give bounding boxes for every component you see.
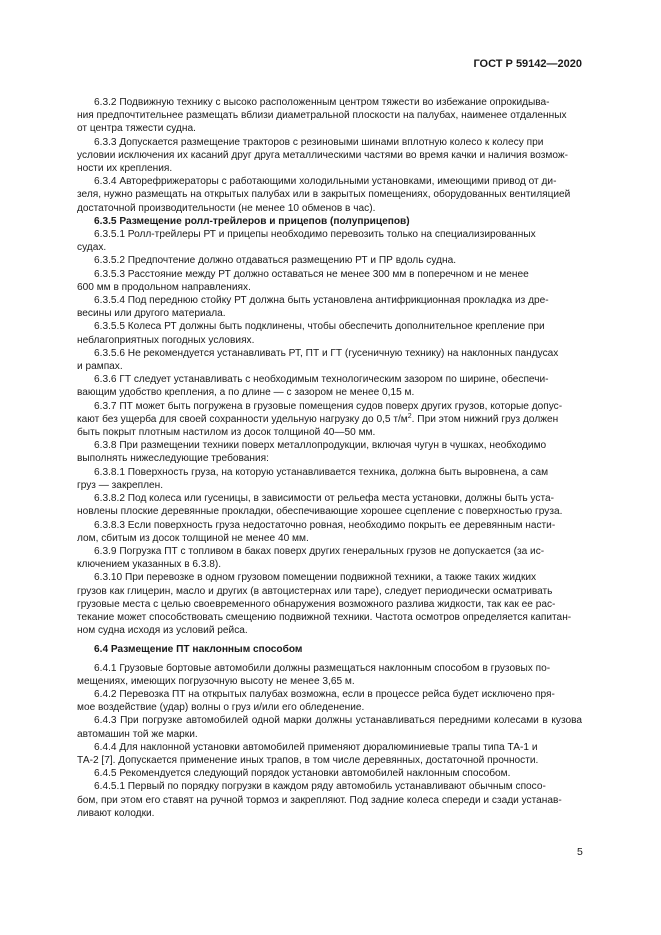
heading-6-4: 6.4 Размещение ПТ наклонным способом bbox=[94, 644, 303, 656]
paragraph-6-4-5-1: 6.4.5.1 Первый по порядку погрузки в каждом ряду автомобиль устанавливают обычным спосо- бом, при этом его ставят на ручной тормоз и закрепляют. Под задние колеса спереди и сзади устанав- ливают колодки. bbox=[77, 781, 562, 819]
paragraph-6-3-7: 6.3.7 ПТ может быть погружена в грузовые помещения судов поверх других грузов, которые допус- кают без ущерба для своей сохранности удельную нагрузку до 0,5 $т/м^2$. При этом нижний груз должен быть покрыт плотным настилом из досок толщиной 40—50 мм. bbox=[77, 400, 563, 439]
paragraph-6-4-5: 6.4.5 Рекомендуется следующий порядок установки автомобилей наклонным способом. bbox=[94, 768, 511, 780]
superscript-2: 2 bbox=[407, 412, 412, 420]
heading-6-3-5: 6.3.5 Размещение ролл-трейлеров и прицепов (полуприцепов) bbox=[94, 215, 410, 227]
paragraph-6-3-4: 6.3.4 Авторефрижераторы с работающими холодильными установками, имеющими привод от ди- зеля, нужно размещать на открытых палубах или в закрытых помещениях, оборудованных вентиляцией достаточной производительности (не менее 10 обменов в час). bbox=[77, 176, 571, 214]
paragraph-6-3-10: 6.3.10 При перевозке в одном грузовом помещении подвижной техники, а также таких жидких грузов как глицерин, масло и других (в автоцистернах или таре), следует периодически осматривать грузовые места с целью своевременного обнаружения возможного разлива жидкости, так как ее рас- текание может способствовать смещению подвижной техники. Частота осмотров определяется капитан- ном судна исходя из условий рейса. bbox=[77, 572, 572, 637]
paragraph-6-4-3: 6.4.3 При погрузке автомобилей одной марки должны устанавливаться передними колесами в кузова автомашин той же марки. bbox=[77, 715, 582, 740]
standard-header: ГОСТ Р 59142—2020 bbox=[473, 58, 582, 70]
page-number: 5 bbox=[577, 846, 583, 858]
paragraph-6-4-1: 6.4.1 Грузовые бортовые автомобили должны размещаться наклонным способом в грузовых по- мещениях, имеющих погрузочную высоту не менее 3,65 м. bbox=[77, 662, 551, 687]
paragraph-6-4-2: 6.4.2 Перевозка ПТ на открытых палубах возможна, если в процессе рейса будет исключено пря- мое воздействие (удар) волны о груз и/или его обледенение. bbox=[77, 688, 555, 714]
paragraph-6-3-3: 6.3.3 Допускается размещение тракторов с резиновыми шинами вплотную колесо к колесу при условии исключения их касаний друг друга металлическими частями во время качки и наличия возмож- ности их крепления. bbox=[77, 136, 569, 175]
paragraph-6-3-9: 6.3.9 Погрузка ПТ с топливом в баках поверх других генеральных грузов не допускается (за ис- ключением указанных в 6.3.8). bbox=[77, 545, 545, 571]
paragraph-6-3-5-5: 6.3.5.5 Колеса РТ должны быть подклинены, чтобы обеспечить дополнительное крепление при неблагоприятных погодных условиях. bbox=[77, 321, 545, 346]
paragraph-6-3-5-6: 6.3.5.6 Не рекомендуется устанавливать РТ, ПТ и ГТ (гусеничную технику) на наклонных пандусах и рампах. bbox=[77, 347, 559, 373]
paragraph-6-3-5-2: 6.3.5.2 Предпочтение должно отдаваться размещению РТ и ПР вдоль судна. bbox=[94, 255, 457, 267]
paragraph-6-3-8-3: 6.3.8.3 Если поверхность груза недостаточно ровная, необходимо покрыть ее деревянным насти- лом, сбитым из досок толщиной не менее 40 мм. bbox=[77, 519, 556, 544]
paragraph-6-3-8: 6.3.8 При размещении техники поверх металлопродукции, включая чугун в чушках, необходимо выполнять нижеследующие требования: bbox=[77, 440, 547, 465]
paragraph-6-3-8-1: 6.3.8.1 Поверхность груза, на которую устанавливается техника, должна быть выровнена, а сам груз — закреплен. bbox=[77, 466, 549, 491]
paragraph-6-3-5-1: 6.3.5.1 Ролл-трейлеры РТ и прицепы необходимо перевозить только на специализированных судах. bbox=[77, 229, 536, 254]
paragraph-6-3-8-2: 6.3.8.2 Под колеса или гусеницы, в зависимости от рельефа места установки, должны быть уста- новлены плоские деревянные прокладки, обеспечивающие хорошее сцепление с поверхностью груза. bbox=[77, 493, 563, 518]
paragraph-6-3-5-3: 6.3.5.3 Расстояние между РТ должно оставаться не менее 300 мм в поперечном и не менее 600 мм в продольном направлениях. bbox=[77, 268, 529, 293]
paragraph-6-3-2: 6.3.2 Подвижную технику с высоко расположенным центром тяжести во избежание опрокидыва- ния предпочтительнее размещать вблизи диаметральной плоскости на палубах, наименее отдаленных от центра тяжести судна. bbox=[77, 97, 567, 135]
paragraph-6-3-6: 6.3.6 ГТ следует устанавливать с необходимым технологическим зазором по ширине, обеспечи- вающим удобство крепления, а по длине — с зазором не менее 0,15 м. bbox=[77, 374, 549, 399]
paragraph-6-3-5-4: 6.3.5.4 Под переднюю стойку РТ должна быть установлена антифрикционная прокладка из дре- весины или другого материала. bbox=[77, 295, 549, 320]
paragraph-6-4-4: 6.4.4 Для наклонной установки автомобилей применяют дюралюминиевые трапы типа ТА-1 и ТА-2 [7]. Допускается применение иных трапов, в том числе деревянных, достаточной прочности. bbox=[77, 741, 539, 766]
document-body bbox=[77, 96, 582, 820]
